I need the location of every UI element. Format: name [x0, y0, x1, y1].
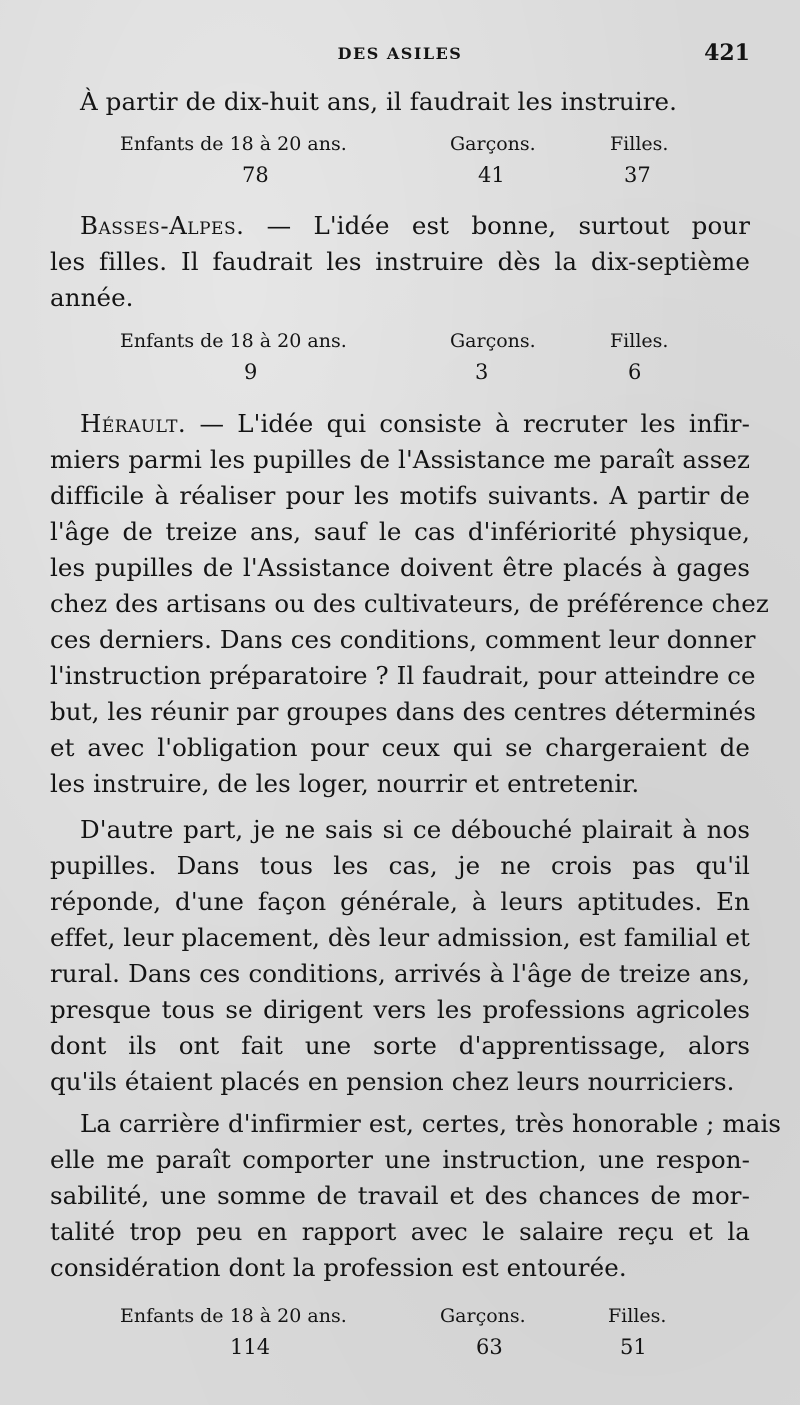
text-line: et avec l'obligation pour ceux qui se chargeraient de: [50, 733, 750, 762]
text-line: rural. Dans ces conditions, arrivés à l'âge de treize ans,: [50, 959, 750, 988]
text-line: ces derniers. Dans ces conditions, comment leur donner: [50, 625, 756, 654]
text-line: chez des artisans ou des cultivateurs, de préférence chez: [50, 589, 769, 618]
paragraph-age-eighteen: [50, 84, 750, 120]
boys-label: Garçons.: [450, 330, 536, 352]
department-name: Basses-Alpes.: [80, 211, 245, 240]
boys-label: Garçons.: [450, 133, 536, 155]
boys-value: 3: [475, 360, 489, 384]
total-value: 78: [242, 163, 269, 187]
boys-value: 41: [478, 163, 505, 187]
girls-label: Filles.: [610, 133, 669, 155]
paragraph-basses-alpes: [50, 208, 750, 316]
table-header-2: [50, 330, 750, 356]
text-line: presque tous se dirigent vers les professions agricoles: [50, 995, 750, 1024]
text-line: sabilité, une somme de travail et des chances de mor-: [50, 1181, 750, 1210]
paragraph-autre-part: [50, 812, 750, 1100]
age-group-label: Enfants de 18 à 20 ans.: [120, 133, 347, 155]
running-title: DES ASILES: [337, 44, 463, 63]
text-line: l'âge de treize ans, sauf le cas d'infériorité physique,: [50, 517, 750, 546]
text-line: les pupilles de l'Assistance doivent être placés à gages: [50, 553, 750, 582]
paragraph-carriere: [50, 1106, 782, 1286]
total-value: 114: [230, 1335, 271, 1359]
text-line: difficile à réaliser pour les motifs suivants. A partir de: [50, 481, 750, 510]
text-line: effet, leur placement, dès leur admission, est familial et: [50, 923, 750, 952]
text-line: qu'ils étaient placés en pension chez leurs nourriciers.: [50, 1067, 735, 1096]
table-values-1: [50, 163, 750, 191]
page-header: [50, 40, 750, 70]
girls-label: Filles.: [610, 330, 669, 352]
boys-label: Garçons.: [440, 1305, 526, 1327]
boys-value: 63: [476, 1335, 503, 1359]
text-line: Hérault. — L'idée qui consiste à recruter les infir-: [80, 409, 750, 438]
department-name: Hérault.: [80, 409, 187, 438]
text-line: Basses-Alpes. — L'idée est bonne, surtout pour: [80, 211, 750, 240]
text-line: pupilles. Dans tous les cas, je ne crois pas qu'il: [50, 851, 750, 880]
table-header-3: [50, 1305, 750, 1331]
text-line: elle me paraît comporter une instruction, une respon-: [50, 1145, 750, 1174]
text-line: dont ils ont fait une sorte d'apprentissage, alors: [50, 1031, 750, 1060]
text-line: considération dont la profession est entourée.: [50, 1253, 627, 1282]
text-line: À partir de dix-huit ans, il faudrait les instruire.: [80, 87, 678, 116]
text-line: but, les réunir par groupes dans des centres déterminés: [50, 697, 756, 726]
age-group-label: Enfants de 18 à 20 ans.: [120, 330, 347, 352]
text-line: année.: [50, 283, 134, 312]
girls-value: 37: [624, 163, 651, 187]
text-line: miers parmi les pupilles de l'Assistance me paraît assez: [50, 445, 750, 474]
page-number: 421: [704, 40, 750, 66]
age-group-label: Enfants de 18 à 20 ans.: [120, 1305, 347, 1327]
table-values-3: [50, 1335, 750, 1363]
text-line: talité trop peu en rapport avec le salaire reçu et la: [50, 1217, 750, 1246]
table-values-2: [50, 360, 750, 388]
text-line: réponde, d'une façon générale, à leurs aptitudes. En: [50, 887, 750, 916]
text-line: La carrière d'infirmier est, certes, très honorable ; mais: [80, 1109, 782, 1138]
girls-value: 51: [620, 1335, 647, 1359]
text-line: l'instruction préparatoire ? Il faudrait, pour atteindre ce: [50, 661, 756, 690]
girls-value: 6: [628, 360, 642, 384]
girls-label: Filles.: [608, 1305, 667, 1327]
table-header-1: [50, 133, 750, 159]
total-value: 9: [244, 360, 258, 384]
text-line: D'autre part, je ne sais si ce débouché plairait à nos: [80, 815, 750, 844]
text-line: les instruire, de les loger, nourrir et entretenir.: [50, 769, 640, 798]
text-line: les filles. Il faudrait les instruire dès la dix-septième: [50, 247, 750, 276]
paragraph-herault: [50, 406, 769, 802]
